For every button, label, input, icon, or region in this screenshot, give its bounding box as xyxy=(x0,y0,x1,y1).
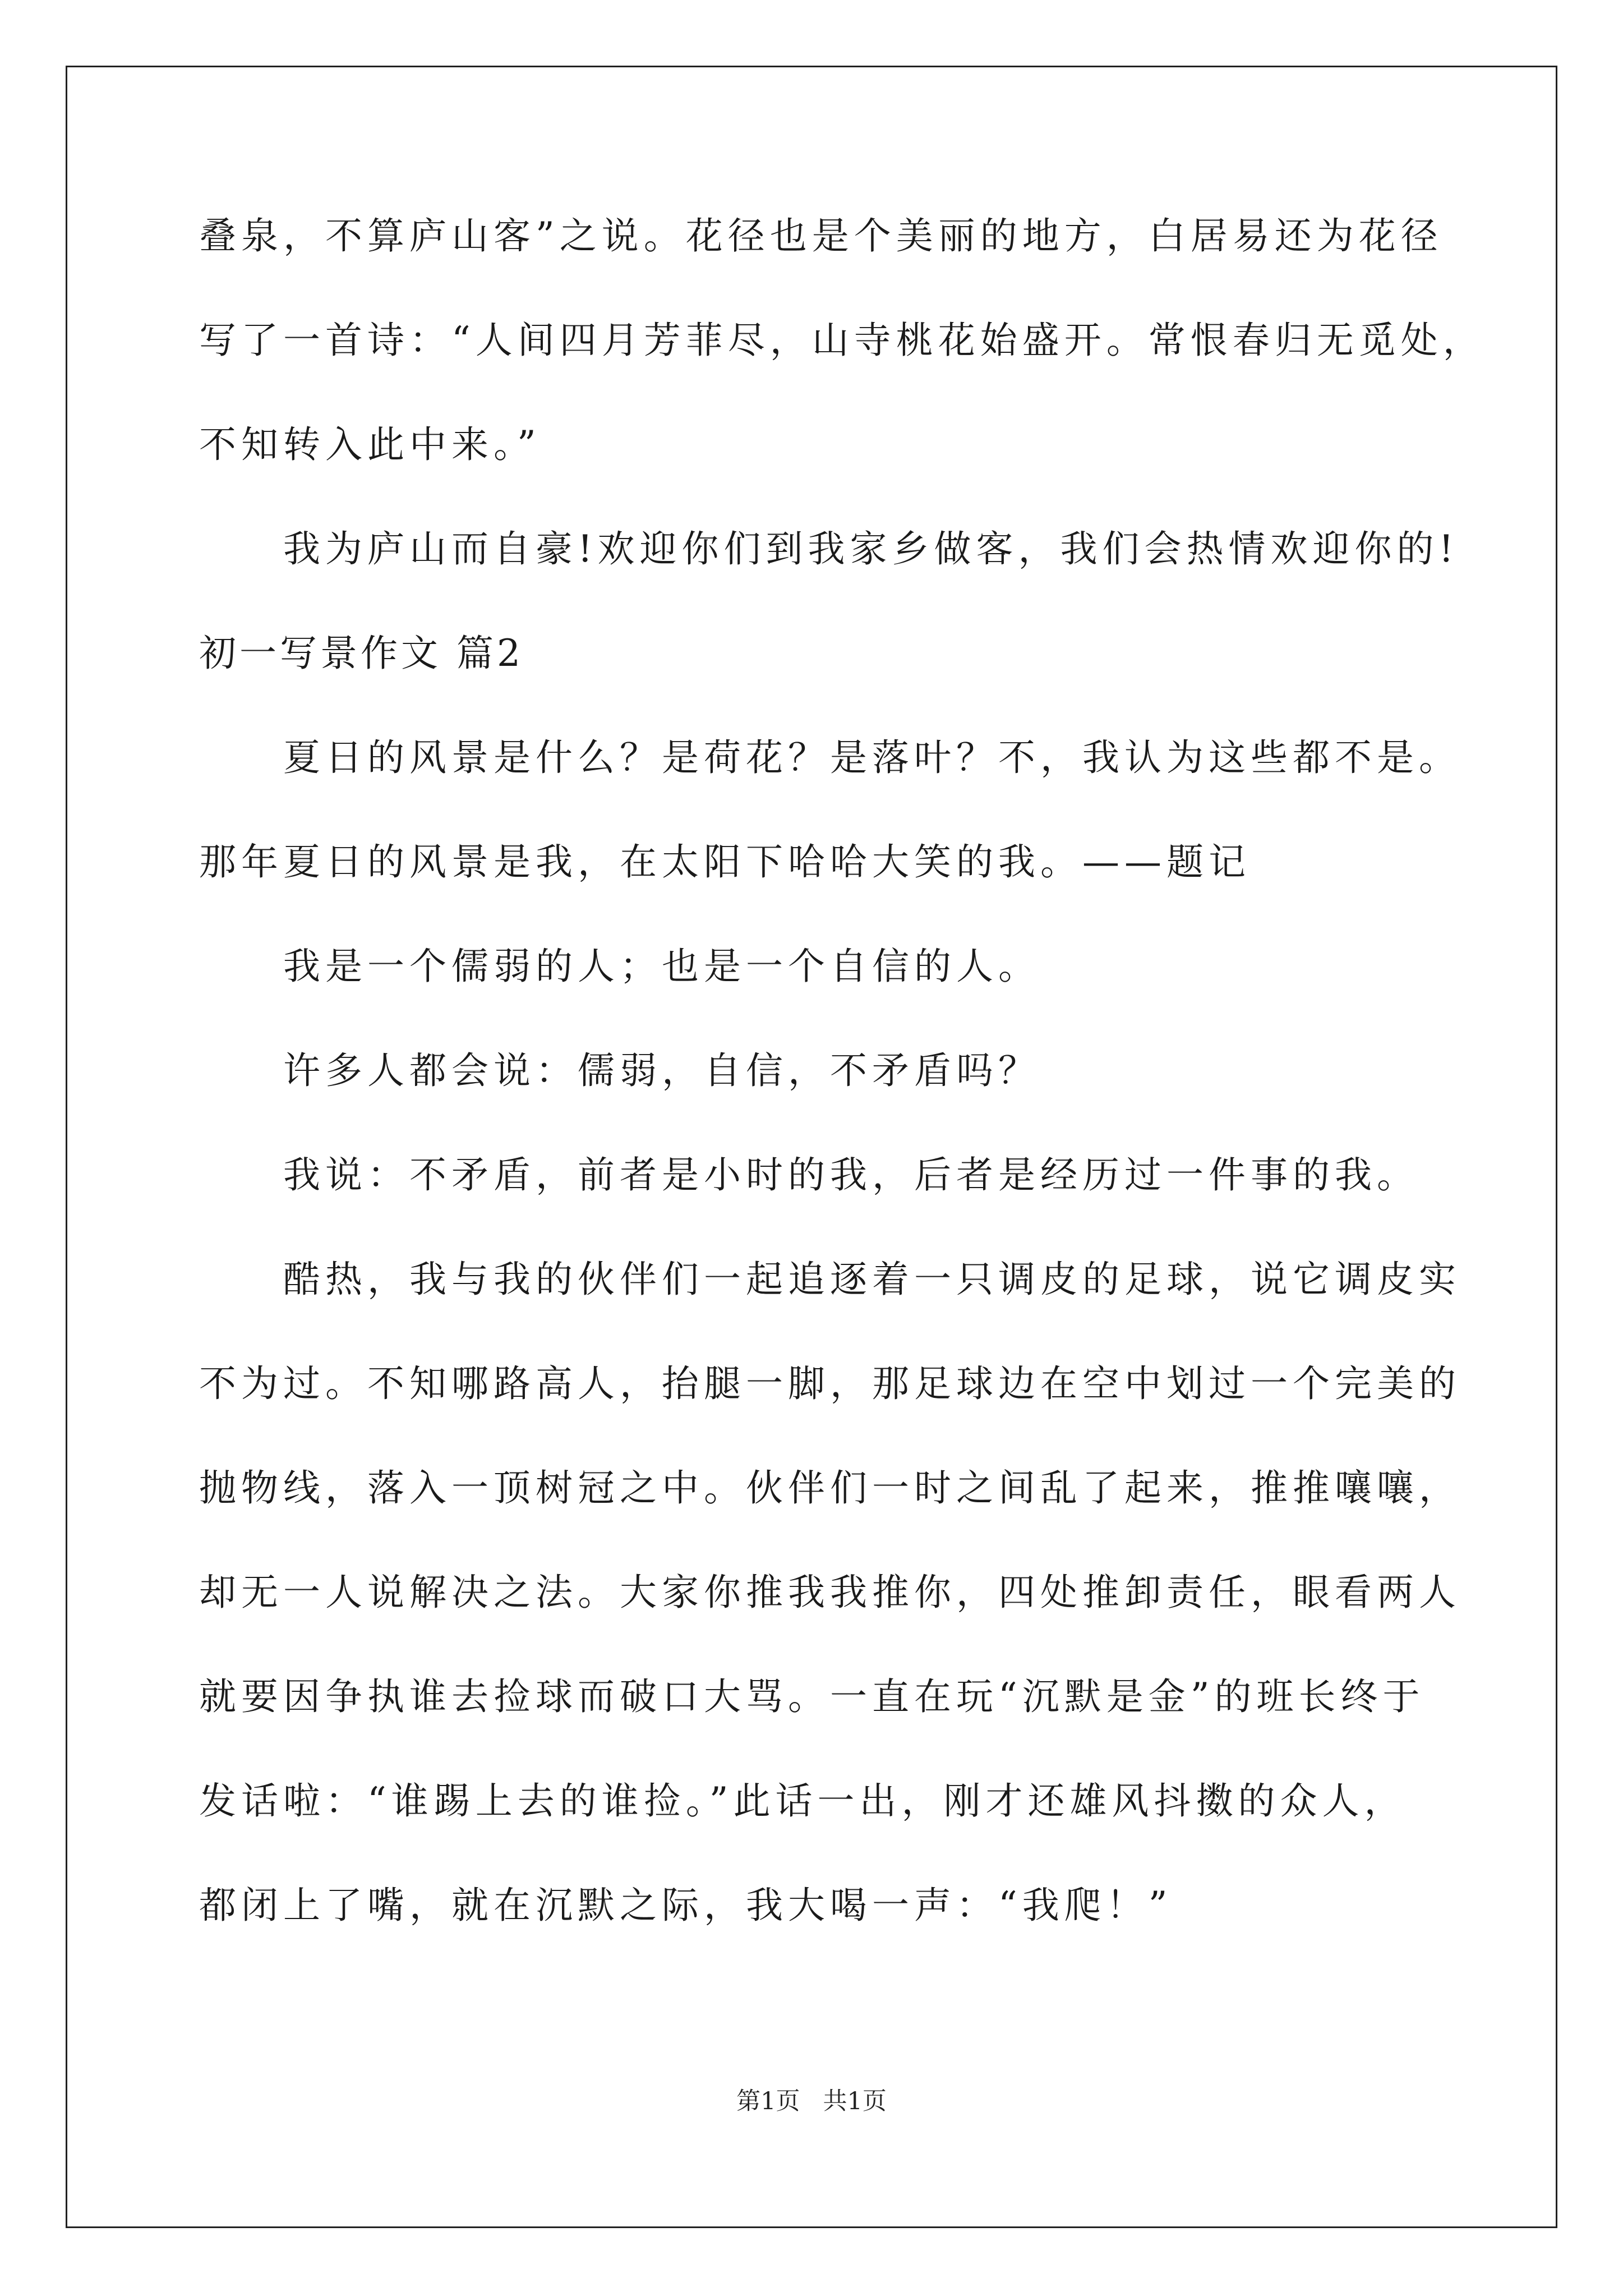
text-line: 就要因争执谁去捡球而破口大骂。一直在玩“沉默是金”的班长终于 xyxy=(199,1675,1425,1718)
text-line: 写了一首诗：“人间四月芳菲尽，山寺桃花始盛开。常恨春归无觅处， xyxy=(199,319,1485,362)
page-number: 第1页 共1页 xyxy=(736,2087,887,2115)
text-line: 叠泉，不算庐山客”之说。花径也是个美丽的地方，白居易还为花径 xyxy=(199,214,1443,257)
text-line: 抛物线，落入一顶树冠之中。伙伴们一时之间乱了起来，推推嚷嚷， xyxy=(199,1466,1461,1510)
document-body xyxy=(199,210,1485,1984)
text-line: 不知转入此中来。” xyxy=(199,423,541,466)
text-line: 却无一人说解决之法。大家你推我我推你，四处推卸责任，眼看两人 xyxy=(199,1571,1461,1614)
paragraph-line: 我说：不矛盾，前者是小时的我，后者是经历过一件事的我。 xyxy=(283,1153,1419,1197)
text-line: 不为过。不知哪路高人，抬腿一脚，那足球边在空中划过一个完美的 xyxy=(199,1362,1461,1405)
paragraph-line: 夏日的风景是什么？是荷花？是落叶？不，我认为这些都不是。 xyxy=(283,736,1461,779)
paragraph-line: 许多人都会说：儒弱，自信，不矛盾吗？ xyxy=(283,1049,1040,1092)
paragraph-line: 我是一个儒弱的人；也是一个自信的人。 xyxy=(283,945,1040,988)
text-line: 发话啦：“谁踢上去的谁捡。”此话一出，刚才还雄风抖擞的众人， xyxy=(199,1779,1407,1823)
paragraph-line: 酷热，我与我的伙伴们一起追逐着一只调皮的足球，说它调皮实 xyxy=(283,1258,1461,1301)
section-heading: 初一写景作文 篇2 xyxy=(199,632,524,675)
paragraph-line: 我为庐山而自豪!欢迎你们到我家乡做客，我们会热情欢迎你的! xyxy=(283,527,1459,570)
page-footer xyxy=(0,2086,1623,2117)
text-line: 都闭上了嘴，就在沉默之际，我大喝一声：“我爬！” xyxy=(199,1884,1173,1927)
text-line: 那年夏日的风景是我，在太阳下哈哈大笑的我。——题记 xyxy=(199,840,1251,884)
